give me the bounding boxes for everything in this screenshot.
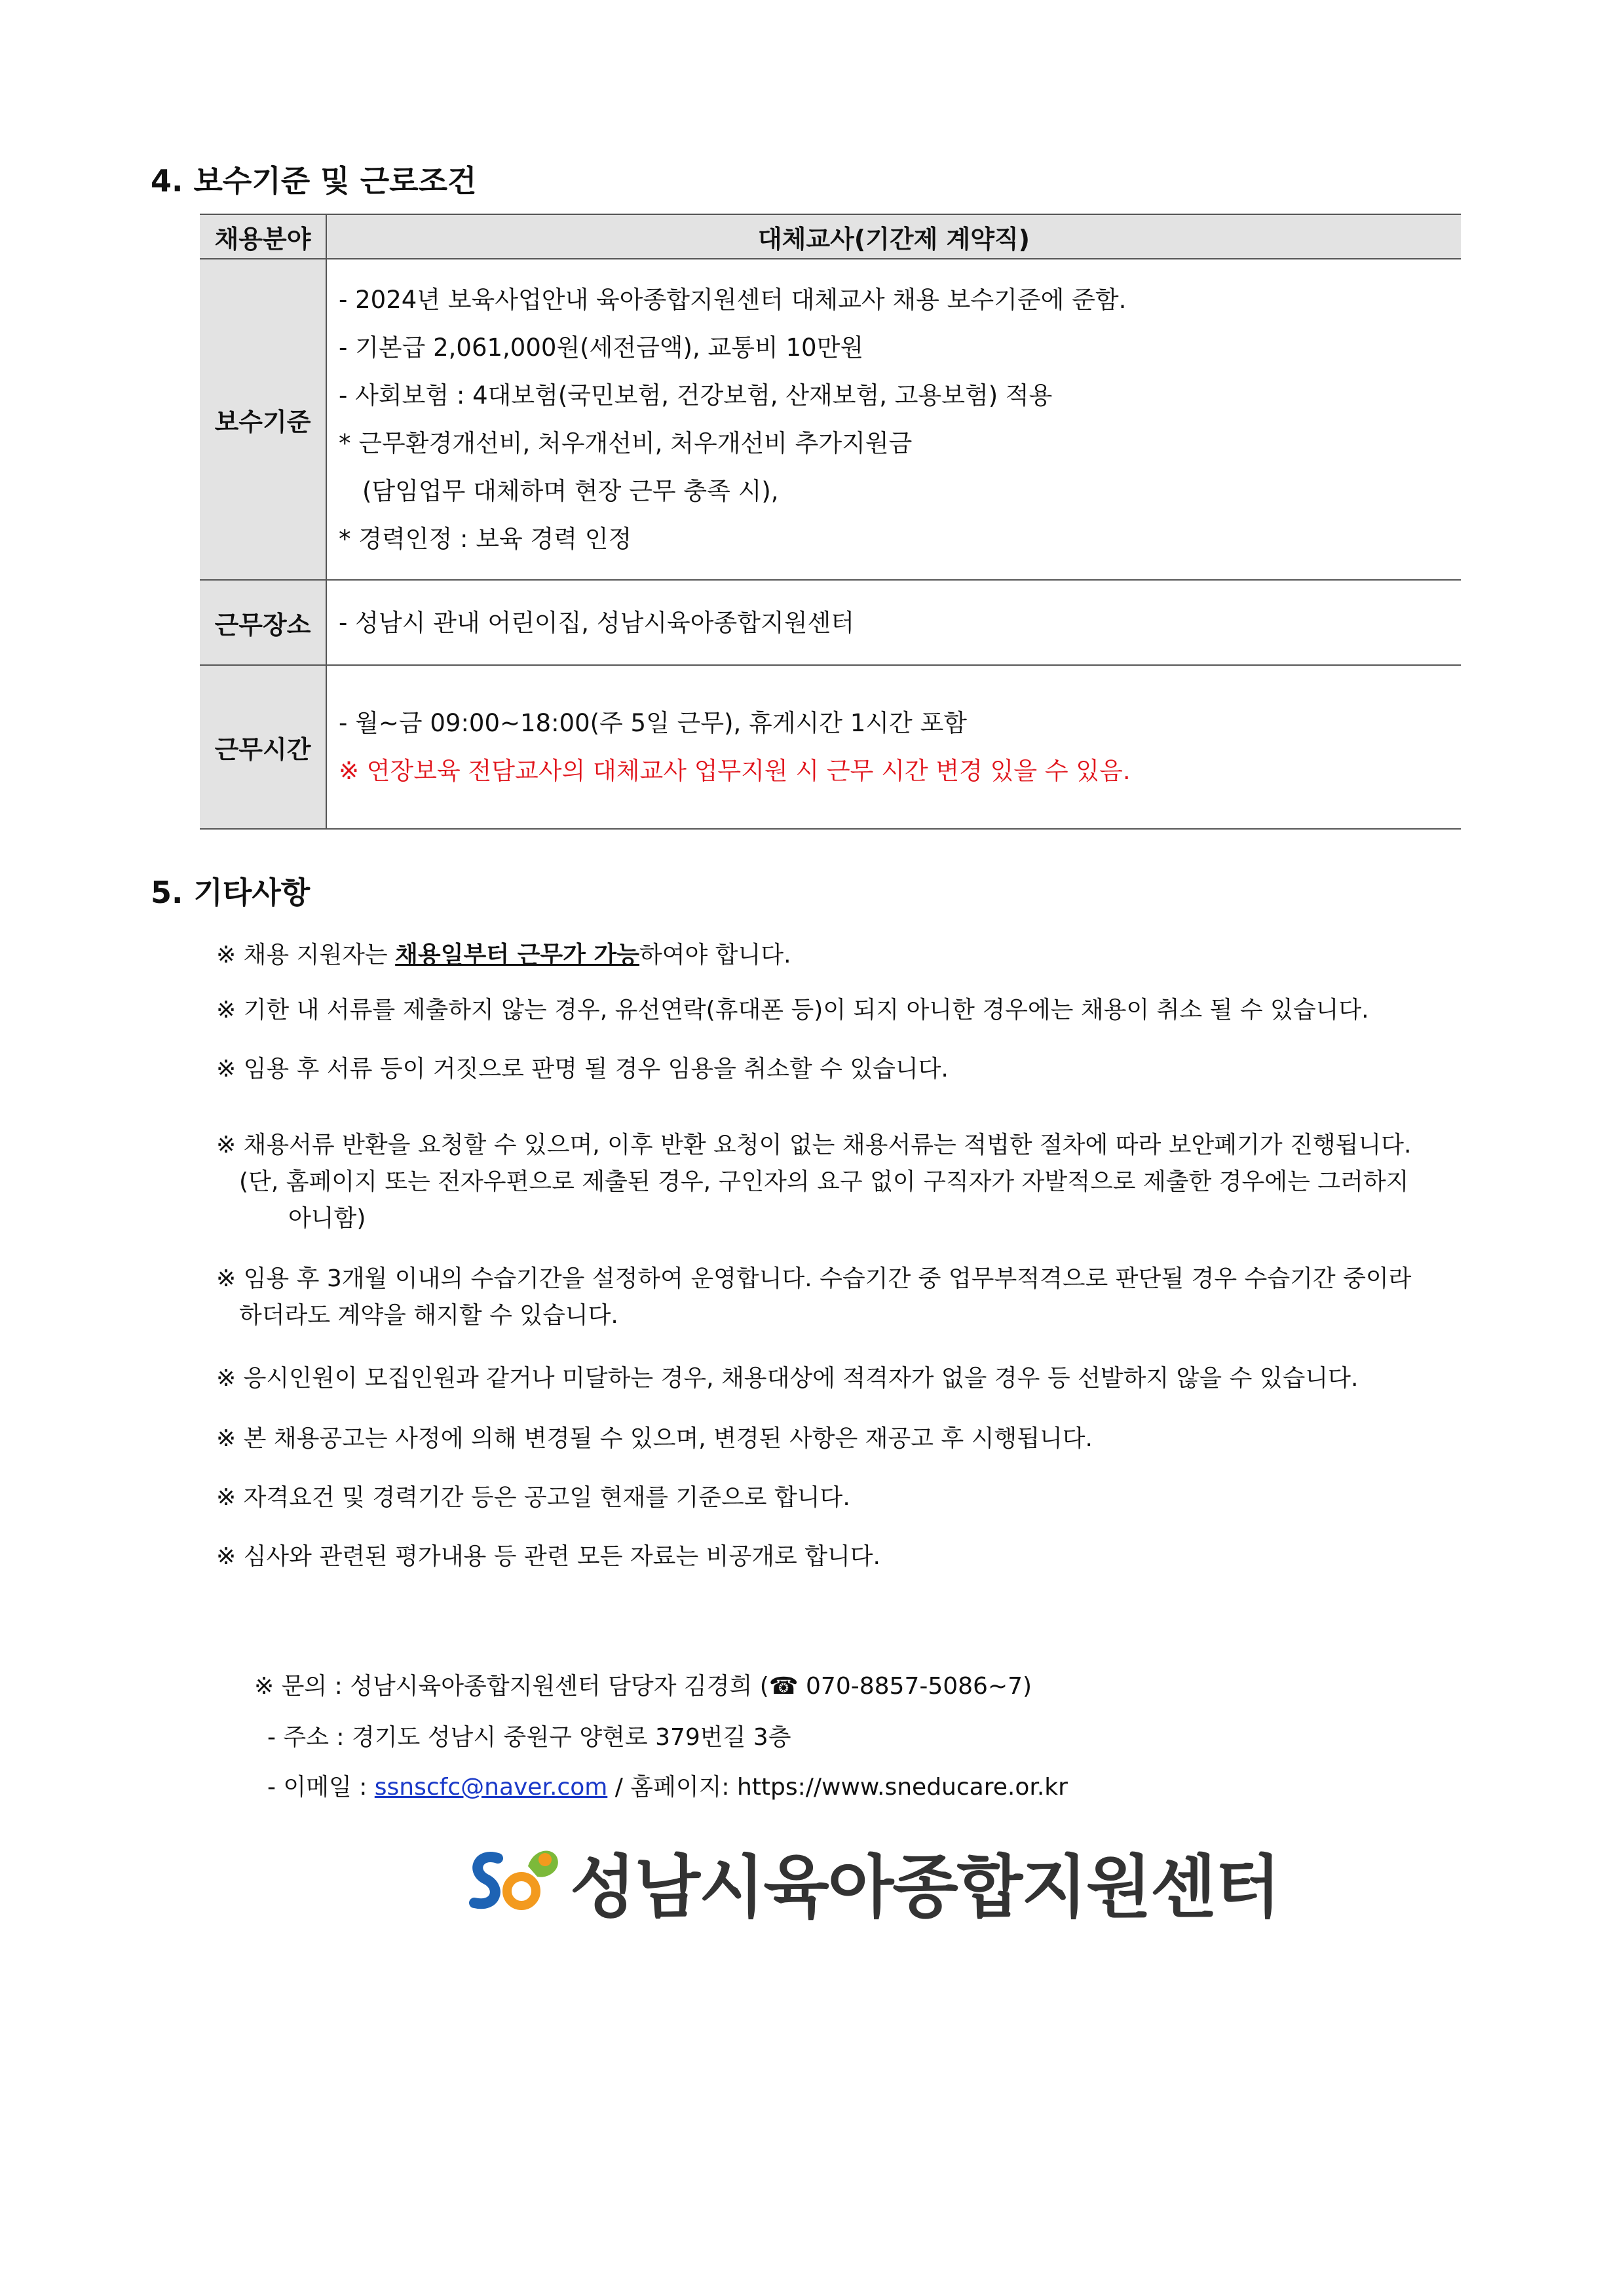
note-notice-change: ※ 본 채용공고는 사정에 의해 변경될 수 있으며, 변경된 사항은 재공고 후 시행됩니다. [216,1425,1093,1452]
note-confidentiality: ※ 심사와 관련된 평가내용 등 관련 모든 자료는 비공개로 합니다. [216,1543,880,1570]
sncare-logo-icon [465,1840,563,1919]
section-5-title: 5. 기타사항 [151,875,311,910]
header-field-label: 채용분야 [200,214,326,259]
note-text: 하여야 합니다. [639,942,791,968]
email-link[interactable]: ssnscfc@naver.com [374,1774,608,1801]
note-no-selection: ※ 응시인원이 모집인원과 같거나 미달하는 경우, 채용대상에 적격자가 없을 경우 등 선발하지 않을 수 있습니다. [216,1365,1359,1392]
contact-inquiry: ※ 문의 : 성남시육아종합지원센터 담당자 김경희 (☎ 070-8857-5086~7) [254,1673,1032,1700]
email-prefix: - 이메일 : [267,1774,375,1801]
table-row-place [200,580,1461,665]
note-emphasis: 채용일부터 근무가 가능 [395,942,639,968]
pay-label: 보수기준 [200,259,326,580]
pay-conditions-table [200,214,1461,830]
center-logo [465,1828,1280,1927]
header-field-value: 대체교사(기간제 계약직) [326,214,1461,259]
homepage-text: / 홈페이지: https://www.sneducare.or.kr [607,1774,1068,1801]
note-false-documents: ※ 임용 후 서류 등이 거짓으로 판명 될 경우 임용을 취소할 수 있습니다. [216,1056,949,1082]
place-value [326,580,1461,665]
table-row-hours [200,665,1461,829]
note-document-deadline: ※ 기한 내 서류를 제출하지 않는 경우, 유선연락(휴대폰 등)이 되지 아니한 경우에는 채용이 취소 될 수 있습니다. [216,997,1369,1024]
note-probation: ※ 임용 후 3개월 이내의 수습기간을 설정하여 운영합니다. 수습기간 중 업무부적격으로 판단될 경우 수습기간 중이라 [216,1265,1412,1292]
pay-line: (담임업무 대체하며 현장 근무 충족 시), [362,477,779,505]
section-4-title: 4. 보수기준 및 근로조건 [151,163,477,199]
note-probation-cont: 하더라도 계약을 해지할 수 있습니다. [239,1302,618,1329]
note-document-return: ※ 채용서류 반환을 요청할 수 있으며, 이후 반환 요청이 없는 채용서류는 적법한 절차에 따라 보안폐기가 진행됩니다. [216,1132,1412,1158]
note-eligibility-basis: ※ 자격요건 및 경력기간 등은 공고일 현재를 기준으로 합니다. [216,1484,850,1511]
place-label: 근무장소 [200,580,326,665]
note-document-return-cont: (단, 홈페이지 또는 전자우편으로 제출된 경우, 구인자의 요구 없이 구직자가 자발적으로 제출한 경우에는 그러하지 [239,1168,1409,1195]
pay-value [326,259,1461,580]
pay-line: - 2024년 보육사업안내 육아종합지원센터 대체교사 채용 보수기준에 준함. [339,286,1127,314]
contact-email-line [267,1769,1068,1806]
place-line: - 성남시 관내 어린이집, 성남시육아종합지원센터 [339,608,854,637]
note-document-return-cont: 아니함) [288,1205,366,1232]
pay-line: * 근무환경개선비, 처우개선비, 처우개선비 추가지원금 [339,429,913,457]
hours-line: - 월~금 09:00~18:00(주 5일 근무), 휴게시간 1시간 포함 [339,709,968,737]
pay-line: - 기본급 2,061,000원(세전금액), 교통비 10만원 [339,334,864,362]
hours-value [326,665,1461,829]
pay-line: - 사회보험 : 4대보험(국민보험, 건강보험, 산재보험, 고용보험) 적용 [339,381,1053,410]
note-availability [216,937,791,974]
table-header-row [200,214,1461,259]
contact-address: - 주소 : 경기도 성남시 중원구 양현로 379번길 3층 [267,1724,791,1751]
note-text: ※ 채용 지원자는 [216,942,396,968]
hours-warning-note: ※ 연장보육 전담교사의 대체교사 업무지원 시 근무 시간 변경 있을 수 있음. [339,757,1131,785]
hours-label: 근무시간 [200,665,326,829]
pay-line: * 경력인정 : 보육 경력 인정 [339,525,632,553]
table-row-pay [200,259,1461,580]
logo-text: 성남시육아종합지원센터 [570,1847,1280,1927]
